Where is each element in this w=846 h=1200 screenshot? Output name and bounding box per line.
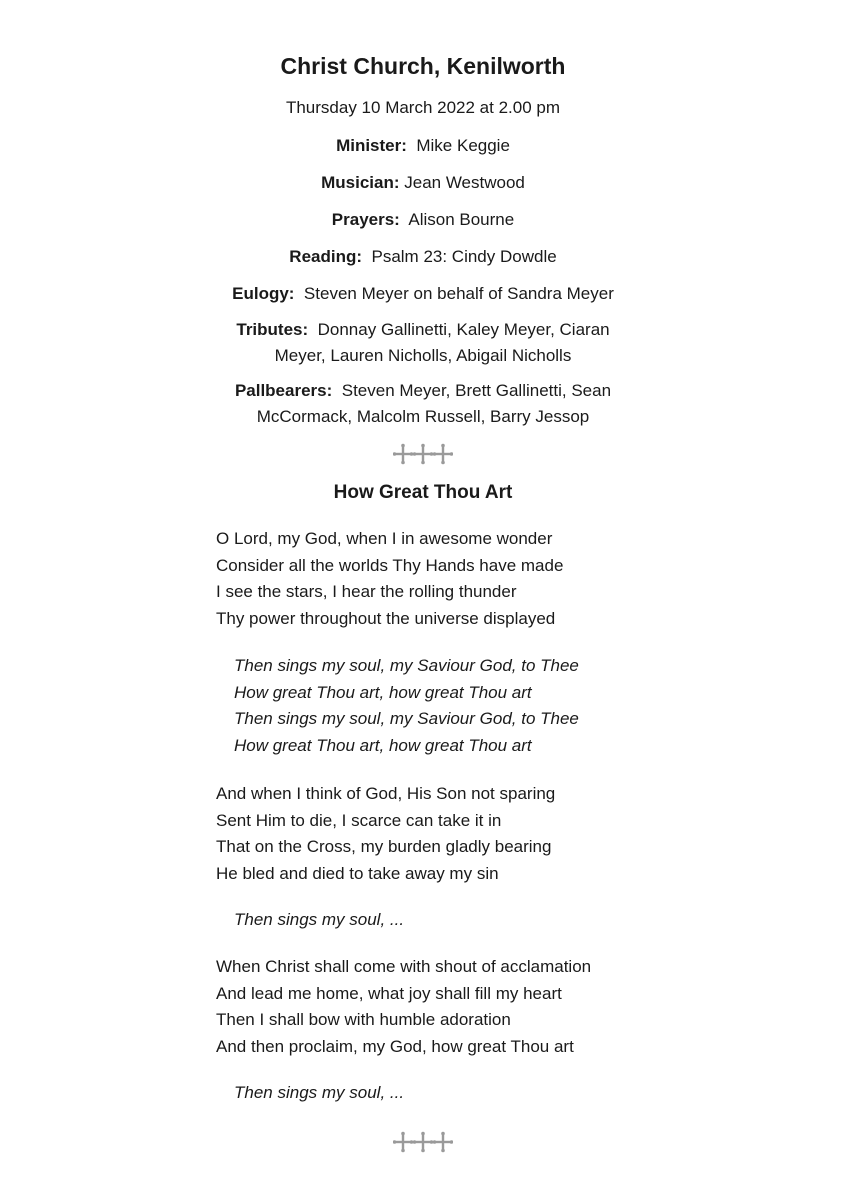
page-title: Christ Church, Kenilworth	[280, 53, 566, 79]
role-musician	[180, 170, 666, 196]
role-label: Musician:	[321, 173, 400, 192]
lyric-line: And when I think of God, His Son not sparing	[216, 784, 556, 803]
lyric-line: He bled and died to take away my sin	[216, 864, 499, 884]
role-line	[180, 378, 666, 404]
lyric-line: O Lord, my God, when I in awesome wonder	[216, 529, 553, 548]
role-reading	[180, 244, 666, 270]
lyric-line: How great Thou art, how great Thou art	[234, 736, 532, 756]
role-prayers	[180, 207, 666, 233]
verse-1	[216, 526, 563, 633]
verse-2	[216, 781, 555, 888]
chorus-reprise-1	[234, 907, 404, 934]
role-value: Steven Meyer on behalf of Sandra Meyer	[303, 284, 614, 303]
crosses-ornament-icon	[0, 443, 846, 470]
role-pallbearers	[180, 378, 666, 430]
role-eulogy	[180, 281, 666, 307]
lyric-line: How great Thou art, how great Thou art	[234, 682, 532, 702]
lyric-line: Then sings my soul, ...	[234, 1083, 405, 1102]
chorus-reprise-2	[234, 1080, 404, 1107]
lyric-line: I see the stars, I hear the rolling thunder	[216, 582, 517, 602]
service-date: Thursday 10 March 2022 at 2.00 pm	[285, 98, 561, 117]
role-label: Reading:	[289, 247, 363, 266]
verse-3	[216, 954, 591, 1061]
lyric-line: Consider all the worlds Thy Hands have made	[216, 555, 564, 575]
lyric-line: And lead me home, what joy shall fill my heart	[216, 983, 562, 1003]
role-label: Tributes:	[236, 320, 309, 339]
lyric-line: Sent Him to die, I scarce can take it in	[216, 810, 502, 830]
role-value: Psalm 23: Cindy Dowdle	[371, 247, 557, 266]
crosses-ornament-icon	[0, 1131, 846, 1158]
role-minister	[180, 133, 666, 159]
lyric-line: Then sings my soul, my Saviour God, to Thee	[234, 709, 579, 729]
role-tributes	[180, 317, 666, 369]
role-label: Minister:	[336, 136, 407, 155]
lyric-line: Then sings my soul, my Saviour God, to Thee	[234, 656, 579, 675]
lyric-line: Then sings my soul, ...	[234, 910, 405, 929]
role-label: Prayers:	[331, 210, 400, 229]
hymn-title: How Great Thou Art	[333, 482, 513, 503]
role-value-continued: McCormack, Malcolm Russell, Barry Jessop	[256, 407, 590, 426]
role-value: Donnay Gallinetti, Kaley Meyer, Ciaran	[317, 320, 610, 339]
lyric-line: And then proclaim, my God, how great Thou art	[216, 1037, 574, 1057]
role-value: Mike Keggie	[416, 136, 510, 155]
role-line	[180, 317, 666, 343]
role-value: Steven Meyer, Brett Gallinetti, Sean	[341, 381, 612, 400]
lyric-line: Then I shall bow with humble adoration	[216, 1010, 511, 1030]
role-value: Alison Bourne	[408, 210, 515, 229]
lyric-line: Thy power throughout the universe displayed	[216, 609, 556, 629]
lyric-line: That on the Cross, my burden gladly bearing	[216, 837, 552, 857]
role-label: Pallbearers:	[234, 381, 333, 400]
role-value-continued: Meyer, Lauren Nicholls, Abigail Nicholls	[274, 346, 572, 365]
role-value: Jean Westwood	[404, 173, 525, 192]
chorus	[234, 653, 579, 760]
lyric-line: When Christ shall come with shout of acclamation	[216, 957, 592, 976]
role-label: Eulogy:	[232, 284, 295, 303]
